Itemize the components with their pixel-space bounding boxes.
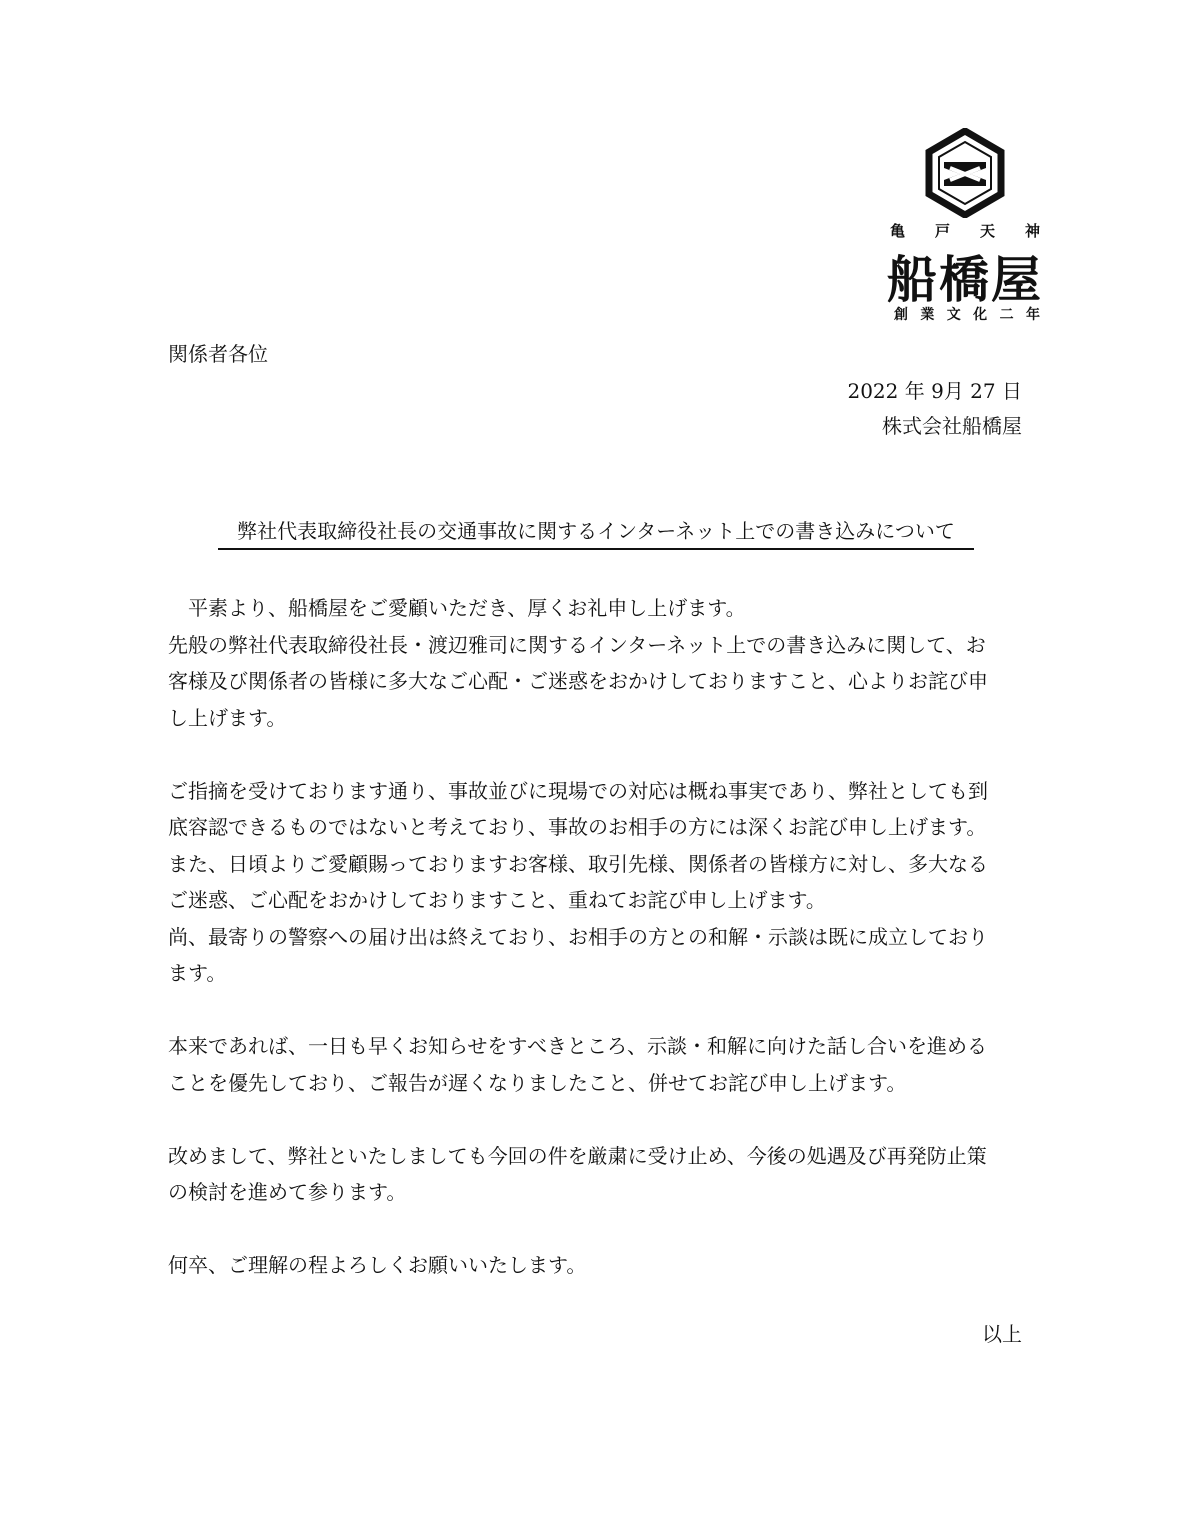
text-line: ことを優先しており、ご報告が遅くなりましたこと、併せてお詫び申し上げます。: [168, 1070, 907, 1095]
text-line: 尚、最寄りの警察への届け出は終えており、お相手の方との和解・示談は既に成立しており: [168, 924, 988, 949]
document-title: 弊社代表取締役社長の交通事故に関するインターネット上での書き込みについて: [218, 515, 974, 550]
logo-char: 業: [920, 307, 935, 323]
company-name: 株式会社船橋屋: [882, 414, 1022, 438]
logo-char: 化: [973, 307, 988, 323]
text-line: ます。: [168, 961, 227, 985]
text-line: し上げます。: [168, 705, 287, 730]
recipient: 関係者各位: [168, 342, 268, 366]
paragraph: [168, 1028, 1028, 1101]
logo-char: 戸: [934, 222, 950, 240]
logo-char: 創: [894, 307, 908, 323]
text-line: 底容認できるものではないと考えており、事故のお相手の方には深くお詫び申し上げます。: [168, 815, 987, 839]
paragraph: [168, 1138, 1028, 1211]
text-line: の検討を進めて参ります。: [168, 1180, 407, 1204]
paragraph: [168, 590, 1028, 736]
crest-icon: [920, 128, 1010, 218]
text-line: 本来であれば、一日も早くお知らせをすべきところ、示談・和解に向けた話し合いを進める: [168, 1034, 987, 1058]
text-line: 何卒、ご理解の程よろしくお願いいたします。: [168, 1253, 587, 1277]
text-line: 客様及び関係者の皆様に多大なご心配・ご迷惑をおかけしておりますこと、心よりお詫び申: [168, 669, 988, 693]
text-line: ご指摘を受けております通り、事故並びに現場での対応は概ね事実であり、弊社としても到: [168, 778, 988, 803]
text-line: また、日頃よりご愛顧賜っておりますお客様、取引先様、関係者の皆様方に対し、多大なる: [168, 851, 988, 876]
paragraph: [168, 773, 1028, 992]
logo-char: 文: [946, 307, 961, 323]
logo-tagline-bottom: [894, 304, 1040, 324]
logo-char: 亀: [890, 222, 906, 240]
logo-char: 二: [999, 307, 1014, 323]
closing-mark: 以上: [982, 1322, 1022, 1346]
logo-tagline-top: [890, 220, 1040, 241]
text-line: 先般の弊社代表取締役社長・渡辺雅司に関するインターネット上での書き込みに関して、お: [168, 632, 986, 657]
company-logo: [880, 118, 1050, 328]
logo-brand-name: 船橋屋: [887, 250, 1043, 309]
text-line: ご迷惑、ご心配をおかけしておりますこと、重ねてお詫び申し上げます。: [168, 888, 826, 912]
paragraph: [168, 1247, 1028, 1284]
document-date: 2022 年 9月 27 日: [847, 379, 1022, 403]
document-body: [168, 590, 1028, 1320]
logo-char: 天: [979, 222, 995, 240]
text-line: 平素より、船橋屋をご愛顧いただき、厚くお礼申し上げます。: [168, 596, 746, 620]
logo-char: 神: [1024, 222, 1040, 240]
logo-char: 年: [1025, 307, 1040, 323]
text-line: 改めまして、弊社といたしましても今回の件を厳粛に受け止め、今後の処遇及び再発防止策: [168, 1143, 987, 1168]
